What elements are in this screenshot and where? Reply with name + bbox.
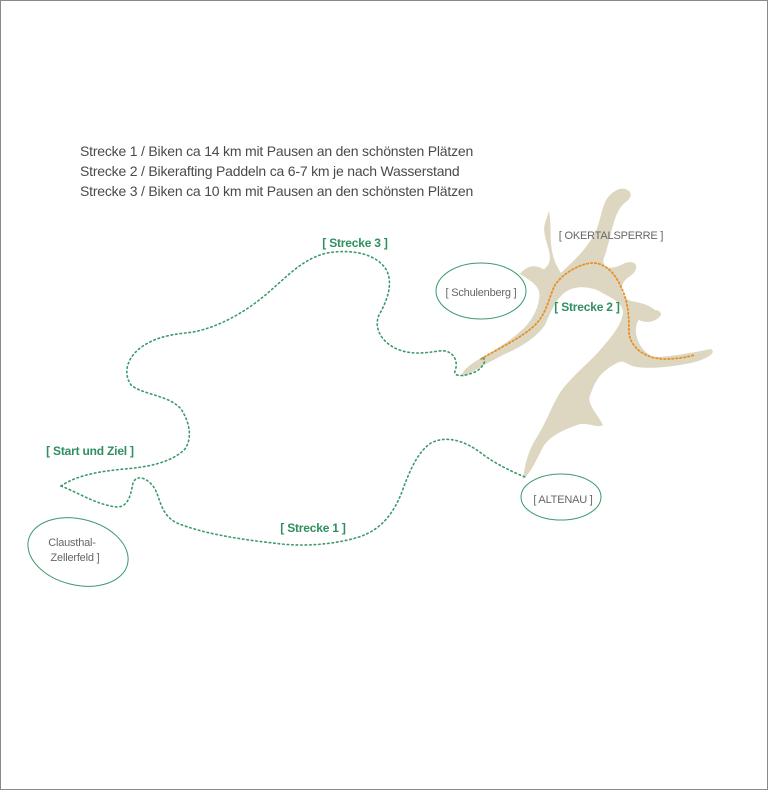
strecke-2-label: [ Strecke 2 ] [554, 300, 620, 314]
legend-strecke-1: Strecke 1 / Biken ca 14 km mit Pausen an den schönsten Plätzen [80, 143, 474, 159]
schulenberg-label: [ Schulenberg ] [445, 287, 517, 299]
route-map [1, 1, 767, 789]
okertalsperre-label: [ OKERTALSPERRE ] [558, 230, 664, 242]
clausthal-label-line1: Clausthal- [48, 537, 96, 549]
legend-strecke-3: Strecke 3 / Biken ca 10 km mit Pausen an den schönsten Plätzen [80, 183, 474, 199]
legend-strecke-2: Strecke 2 / Bikerafting Paddeln ca 6-7 km je nach Wasserstand [80, 163, 460, 179]
clausthal-label-line2: Zellerfeld ] [50, 552, 100, 564]
altenau-label: [ ALTENAU ] [533, 494, 593, 506]
start-ziel-label: [ Start und Ziel ] [46, 444, 134, 458]
strecke-1-label: [ Strecke 1 ] [280, 521, 346, 535]
strecke-3-label: [ Strecke 3 ] [322, 236, 388, 250]
